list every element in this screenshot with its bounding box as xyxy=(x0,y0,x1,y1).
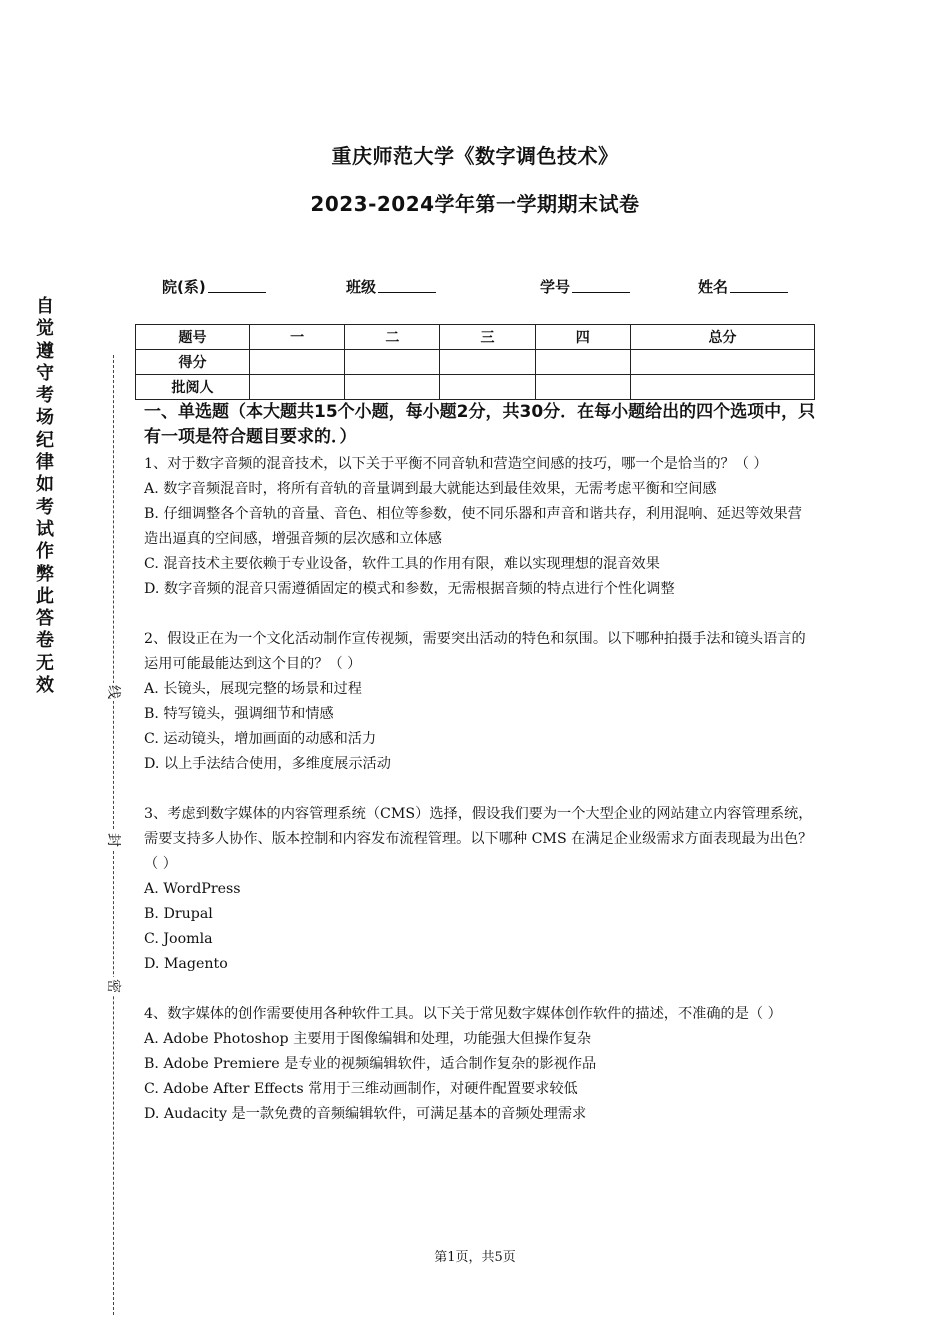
score-header-cell: 四 xyxy=(535,325,630,350)
score-header-cell: 一 xyxy=(250,325,345,350)
question-3 xyxy=(144,802,816,977)
score-cell[interactable] xyxy=(250,350,345,375)
warning-char: 无 xyxy=(36,652,54,674)
question-stem: 3、考虑到数字媒体的内容管理系统（CMS）选择，假设我们要为一个大型企业的网站建立内容管理系统，需要支持多人协作、版本控制和内容发布流程管理。以下哪种 CMS 在满足企业级需求方面表现最为出色？（ ） xyxy=(144,806,813,872)
student-id-blank[interactable] xyxy=(572,278,630,293)
score-cell[interactable] xyxy=(535,350,630,375)
question-stem: 4、数字媒体的创作需要使用各种软件工具。以下关于常见数字媒体创作软件的描述，不准确的是（ ） xyxy=(144,1006,782,1022)
score-cell[interactable] xyxy=(440,350,535,375)
student-id-field xyxy=(540,276,630,297)
option-d[interactable]: D. 以上手法结合使用，多维度展示活动 xyxy=(144,756,391,772)
exam-title-line2: 2023-2024学年第一学期期末试卷 xyxy=(310,192,640,216)
warning-char: 纪 xyxy=(36,429,54,451)
option-b[interactable]: B. 特写镜头，强调细节和情感 xyxy=(144,706,334,722)
question-section xyxy=(144,400,816,1127)
option-c[interactable]: C. 运动镜头，增加画面的动感和活力 xyxy=(144,731,377,747)
class-label: 班级 xyxy=(346,278,377,296)
warning-char: 守 xyxy=(36,362,54,384)
reviewer-cell[interactable] xyxy=(250,375,345,400)
cut-mark-line: 线 xyxy=(105,685,121,699)
name-blank[interactable] xyxy=(730,278,788,293)
binding-warning xyxy=(34,296,56,697)
option-d[interactable]: D. Magento xyxy=(144,956,228,972)
option-b[interactable]: B. Drupal xyxy=(144,906,213,922)
warning-char: 场 xyxy=(36,407,54,429)
class-field xyxy=(346,276,436,297)
page-number: 第1页，共5页 xyxy=(434,1250,516,1265)
warning-char: 考 xyxy=(36,385,54,407)
reviewer-cell[interactable] xyxy=(535,375,630,400)
score-header-cell: 三 xyxy=(440,325,535,350)
warning-char: 弊 xyxy=(36,563,54,585)
reviewer-row-label: 批阅人 xyxy=(136,375,250,400)
option-a[interactable]: A. WordPress xyxy=(144,881,241,897)
name-label: 姓名 xyxy=(698,278,729,296)
option-d[interactable]: D. 数字音频的混音只需遵循固定的模式和参数，无需根据音频的特点进行个性化调整 xyxy=(144,581,675,597)
warning-char: 如 xyxy=(36,474,54,496)
warning-char: 试 xyxy=(36,518,54,540)
score-header-cell: 二 xyxy=(345,325,440,350)
class-blank[interactable] xyxy=(378,278,436,293)
score-cell[interactable] xyxy=(630,350,814,375)
option-d[interactable]: D. Audacity 是一款免费的音频编辑软件，可满足基本的音频处理需求 xyxy=(144,1106,587,1122)
warning-char: 此 xyxy=(36,585,54,607)
option-b[interactable]: B. Adobe Premiere 是专业的视频编辑软件，适合制作复杂的影视作品 xyxy=(144,1056,597,1072)
option-c[interactable]: C. Adobe After Effects 常用于三维动画制作，对硬件配置要求较低 xyxy=(144,1081,578,1097)
exam-title-line1: 重庆师范大学《数字调色技术》 xyxy=(331,144,619,168)
warning-char: 觉 xyxy=(36,318,54,340)
department-label: 院(系) xyxy=(162,278,206,296)
score-table-header-row xyxy=(136,325,815,350)
warning-char: 自 xyxy=(36,296,54,317)
warning-char: 答 xyxy=(36,608,54,630)
score-row xyxy=(136,350,815,375)
option-c[interactable]: C. 混音技术主要依赖于专业设备，软件工具的作用有限，难以实现理想的混音效果 xyxy=(144,556,660,572)
score-row-label: 得分 xyxy=(136,350,250,375)
question-stem: 1、对于数字音频的混音技术，以下关于平衡不同音轨和营造空间感的技巧，哪一个是恰当的？（ ） xyxy=(144,456,768,472)
warning-char: 律 xyxy=(36,452,54,474)
reviewer-cell[interactable] xyxy=(630,375,814,400)
cut-mark-seal: 封 xyxy=(105,833,121,847)
reviewer-cell[interactable] xyxy=(440,375,535,400)
question-2 xyxy=(144,627,816,777)
department-blank[interactable] xyxy=(208,278,266,293)
question-stem: 2、假设正在为一个文化活动制作宣传视频，需要突出活动的特色和氛围。以下哪种拍摄手法和镜头语言的运用可能最能达到这个目的？（ ） xyxy=(144,631,806,672)
reviewer-row xyxy=(136,375,815,400)
score-cell[interactable] xyxy=(345,350,440,375)
reviewer-cell[interactable] xyxy=(345,375,440,400)
warning-char: 考 xyxy=(36,496,54,518)
section-heading: 一、单选题（本大题共15个小题，每小题2分，共30分．在每小题给出的四个选项中，只有一项是符合题目要求的．） xyxy=(144,402,816,447)
option-b[interactable]: B. 仔细调整各个音轨的音量、音色、相位等参数，使不同乐器和声音和谐共存，利用混响、延迟等效果营造出逼真的空间感，增强音频的层次感和立体感 xyxy=(144,506,802,547)
option-a[interactable]: A. 长镜头，展现完整的场景和过程 xyxy=(144,681,362,697)
score-table xyxy=(135,324,815,400)
cut-mark-secret: 密 xyxy=(105,979,121,993)
score-header-cell: 总分 xyxy=(630,325,814,350)
name-field xyxy=(698,276,788,297)
warning-char: 效 xyxy=(36,675,54,697)
warning-char: 卷 xyxy=(36,630,54,652)
department-field xyxy=(162,276,266,297)
question-1 xyxy=(144,452,816,602)
option-a[interactable]: A. Adobe Photoshop 主要用于图像编辑和处理，功能强大但操作复杂 xyxy=(144,1031,592,1047)
warning-char: 遵 xyxy=(36,340,54,362)
warning-char: 作 xyxy=(36,541,54,563)
option-c[interactable]: C. Joomla xyxy=(144,931,213,947)
student-id-label: 学号 xyxy=(540,278,571,296)
score-header-cell: 题号 xyxy=(136,325,250,350)
question-4 xyxy=(144,1002,816,1127)
option-a[interactable]: A. 数字音频混音时，将所有音轨的音量调到最大就能达到最佳效果，无需考虑平衡和空间感 xyxy=(144,481,717,497)
